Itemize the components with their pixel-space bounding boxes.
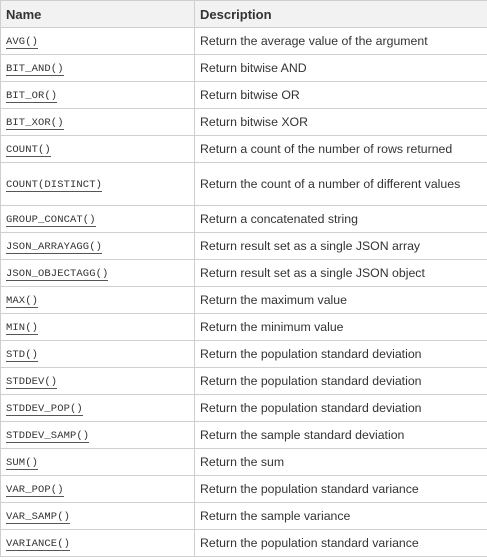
function-link[interactable]: AVG() [6,36,39,48]
function-link[interactable]: VAR_SAMP() [6,511,71,523]
function-description: Return the population standard variance [195,530,487,557]
table-row [1,206,487,233]
name-column-header: Name [1,1,195,28]
function-link[interactable]: STDDEV() [6,376,58,388]
table-header-row [1,1,487,28]
table-row [1,395,487,422]
function-name-cell [1,314,195,341]
function-name-cell [1,449,195,476]
table-row [1,136,487,163]
function-link[interactable]: VARIANCE() [6,538,71,550]
table-row [1,314,487,341]
function-description: Return the population standard deviation [195,368,487,395]
function-name-cell [1,233,195,260]
function-description: Return the average value of the argument [195,28,487,55]
function-link[interactable]: STDDEV_POP() [6,403,83,415]
function-link[interactable]: GROUP_CONCAT() [6,214,96,226]
function-name-cell [1,260,195,287]
function-name-cell [1,395,195,422]
function-link[interactable]: BIT_XOR() [6,117,64,129]
function-link[interactable]: BIT_OR() [6,90,58,102]
function-description: Return the maximum value [195,287,487,314]
table-row [1,109,487,136]
function-name-cell [1,82,195,109]
function-name-cell [1,422,195,449]
function-name-cell [1,368,195,395]
function-name-cell [1,341,195,368]
function-link[interactable]: BIT_AND() [6,63,64,75]
function-link[interactable]: VAR_POP() [6,484,64,496]
table-row [1,476,487,503]
function-name-cell [1,206,195,233]
function-description: Return the population standard variance [195,476,487,503]
function-name-cell [1,476,195,503]
function-link[interactable]: COUNT(DISTINCT) [6,179,103,191]
function-name-cell [1,136,195,163]
function-description: Return bitwise OR [195,82,487,109]
function-link[interactable]: COUNT() [6,144,51,156]
function-description: Return the count of a number of different values [195,163,487,206]
function-description: Return a count of the number of rows returned [195,136,487,163]
function-description: Return the sum [195,449,487,476]
function-link[interactable]: MIN() [6,322,39,334]
function-name-cell [1,109,195,136]
function-link[interactable]: STD() [6,349,39,361]
function-link[interactable]: SUM() [6,457,39,469]
function-description: Return the minimum value [195,314,487,341]
function-description: Return result set as a single JSON array [195,233,487,260]
table-row [1,260,487,287]
table-row [1,341,487,368]
function-description: Return the population standard deviation [195,341,487,368]
function-description: Return bitwise XOR [195,109,487,136]
table-row [1,530,487,557]
table-row [1,28,487,55]
function-name-cell [1,530,195,557]
table-row [1,82,487,109]
function-description: Return the population standard deviation [195,395,487,422]
table-row [1,368,487,395]
function-name-cell [1,503,195,530]
description-column-header: Description [195,1,487,28]
function-link[interactable]: MAX() [6,295,39,307]
table-row [1,449,487,476]
function-name-cell [1,55,195,82]
table-row [1,287,487,314]
function-link[interactable]: JSON_OBJECTAGG() [6,268,109,280]
function-name-cell [1,28,195,55]
function-description: Return the sample standard deviation [195,422,487,449]
table-row [1,233,487,260]
table-row [1,503,487,530]
function-name-cell [1,287,195,314]
function-name-cell [1,163,195,206]
function-description: Return the sample variance [195,503,487,530]
function-link[interactable]: STDDEV_SAMP() [6,430,90,442]
table-row [1,163,487,206]
function-description: Return a concatenated string [195,206,487,233]
function-description: Return bitwise AND [195,55,487,82]
function-description: Return result set as a single JSON object [195,260,487,287]
table-row [1,55,487,82]
function-link[interactable]: JSON_ARRAYAGG() [6,241,103,253]
table-row [1,422,487,449]
